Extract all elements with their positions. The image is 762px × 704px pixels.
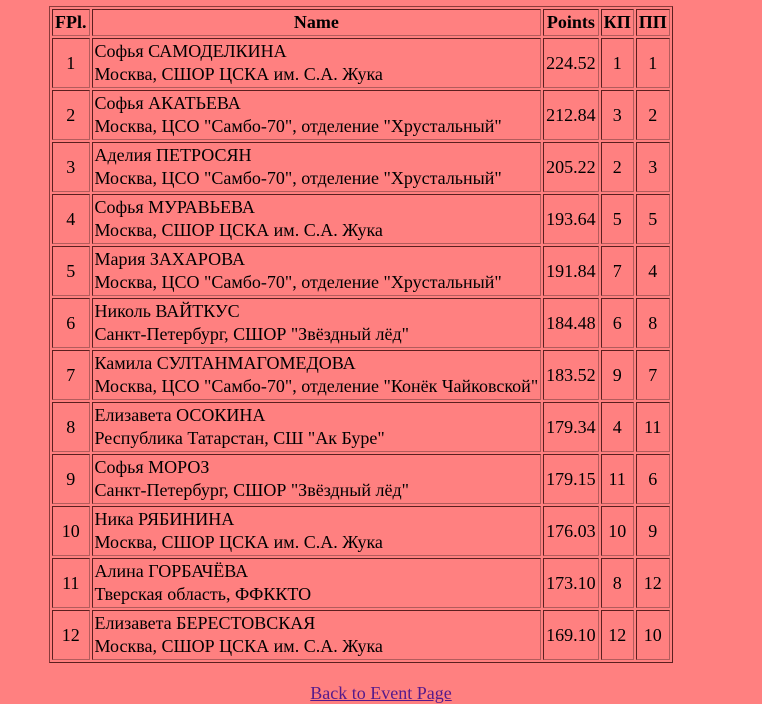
pp-cell: 1: [636, 38, 670, 88]
place-cell: 12: [52, 610, 90, 660]
table-row: [52, 38, 670, 88]
skater-name: Софья САМОДЕЛКИНА: [94, 41, 287, 61]
place-cell: 7: [52, 350, 90, 400]
table-row: [52, 454, 670, 504]
skater-cell: [92, 454, 542, 504]
points-cell: 183.52: [543, 350, 599, 400]
skater-name: Николь ВАЙТКУС: [94, 301, 240, 321]
place-cell: 11: [52, 558, 90, 608]
skater-name: Елизавета ОСОКИНА: [94, 405, 266, 425]
pp-cell: 4: [636, 246, 670, 296]
kp-cell: 5: [601, 194, 634, 244]
table-row: [52, 402, 670, 452]
skater-name: Софья МОРОЗ: [94, 457, 210, 477]
skater-cell: [92, 558, 542, 608]
place-cell: 4: [52, 194, 90, 244]
place-cell: 3: [52, 142, 90, 192]
place-cell: 9: [52, 454, 90, 504]
pp-cell: 5: [636, 194, 670, 244]
skater-name: Аделия ПЕТРОСЯН: [94, 145, 252, 165]
skater-cell: [92, 350, 542, 400]
skater-club: Москва, СШОР ЦСКА им. С.А. Жука: [94, 64, 383, 84]
table-row: [52, 194, 670, 244]
header-row: [52, 9, 670, 36]
points-cell: 224.52: [543, 38, 599, 88]
points-cell: 184.48: [543, 298, 599, 348]
pp-cell: 7: [636, 350, 670, 400]
skater-club: Москва, СШОР ЦСКА им. С.А. Жука: [94, 532, 383, 552]
skater-cell: [92, 246, 542, 296]
points-cell: 191.84: [543, 246, 599, 296]
skater-name: Камила СУЛТАНМАГОМЕДОВА: [94, 353, 356, 373]
skater-club: Москва, ЦСО "Самбо-70", отделение "Хрустальный": [94, 116, 502, 136]
skater-name: Софья АКАТЬЕВА: [94, 93, 241, 113]
place-cell: 6: [52, 298, 90, 348]
skater-club: Санкт-Петербург, СШОР "Звёздный лёд": [94, 480, 409, 500]
place-cell: 10: [52, 506, 90, 556]
skater-cell: [92, 402, 542, 452]
pp-cell: 9: [636, 506, 670, 556]
pp-cell: 3: [636, 142, 670, 192]
table-row: [52, 298, 670, 348]
skater-club: Москва, СШОР ЦСКА им. С.А. Жука: [94, 220, 383, 240]
place-cell: 1: [52, 38, 90, 88]
kp-cell: 3: [601, 90, 634, 140]
results-table: [49, 6, 673, 663]
skater-cell: [92, 506, 542, 556]
skater-club: Москва, ЦСО "Самбо-70", отделение "Конёк Чайковской": [94, 376, 539, 396]
skater-name: Ника РЯБИНИНА: [94, 509, 235, 529]
skater-cell: [92, 610, 542, 660]
pp-cell: 12: [636, 558, 670, 608]
skater-club: Москва, ЦСО "Самбо-70", отделение "Хрустальный": [94, 272, 502, 292]
skater-name: Елизавета БЕРЕСТОВСКАЯ: [94, 613, 316, 633]
skater-cell: [92, 194, 542, 244]
table-row: [52, 506, 670, 556]
header-name: Name: [92, 9, 542, 36]
place-cell: 2: [52, 90, 90, 140]
skater-club: Москва, СШОР ЦСКА им. С.А. Жука: [94, 636, 383, 656]
skater-name: Алина ГОРБАЧЁВА: [94, 561, 249, 581]
skater-cell: [92, 38, 542, 88]
kp-cell: 6: [601, 298, 634, 348]
back-link-container: [0, 683, 762, 704]
kp-cell: 2: [601, 142, 634, 192]
kp-cell: 10: [601, 506, 634, 556]
kp-cell: 8: [601, 558, 634, 608]
kp-cell: 7: [601, 246, 634, 296]
points-cell: 176.03: [543, 506, 599, 556]
points-cell: 169.10: [543, 610, 599, 660]
back-to-event-link[interactable]: Back to Event Page: [310, 683, 452, 703]
pp-cell: 10: [636, 610, 670, 660]
table-row: [52, 246, 670, 296]
skater-cell: [92, 90, 542, 140]
table-row: [52, 142, 670, 192]
skater-club: Москва, ЦСО "Самбо-70", отделение "Хрустальный": [94, 168, 502, 188]
kp-cell: 11: [601, 454, 634, 504]
kp-cell: 9: [601, 350, 634, 400]
table-row: [52, 350, 670, 400]
table-row: [52, 558, 670, 608]
skater-name: Софья МУРАВЬЕВА: [94, 197, 255, 217]
header-pp: ПП: [636, 9, 670, 36]
skater-cell: [92, 142, 542, 192]
pp-cell: 6: [636, 454, 670, 504]
pp-cell: 11: [636, 402, 670, 452]
pp-cell: 8: [636, 298, 670, 348]
place-cell: 8: [52, 402, 90, 452]
points-cell: 193.64: [543, 194, 599, 244]
header-points: Points: [543, 9, 599, 36]
skater-club: Республика Татарстан, СШ "Ак Буре": [94, 428, 385, 448]
kp-cell: 4: [601, 402, 634, 452]
kp-cell: 1: [601, 38, 634, 88]
place-cell: 5: [52, 246, 90, 296]
skater-club: Тверская область, ФФККТО: [94, 584, 312, 604]
table-row: [52, 610, 670, 660]
points-cell: 205.22: [543, 142, 599, 192]
header-place: FPl.: [52, 9, 90, 36]
skater-club: Санкт-Петербург, СШОР "Звёздный лёд": [94, 324, 409, 344]
points-cell: 173.10: [543, 558, 599, 608]
skater-name: Мария ЗАХАРОВА: [94, 249, 246, 269]
points-cell: 179.34: [543, 402, 599, 452]
pp-cell: 2: [636, 90, 670, 140]
table-row: [52, 90, 670, 140]
header-kp: КП: [601, 9, 634, 36]
skater-cell: [92, 298, 542, 348]
points-cell: 212.84: [543, 90, 599, 140]
kp-cell: 12: [601, 610, 634, 660]
points-cell: 179.15: [543, 454, 599, 504]
